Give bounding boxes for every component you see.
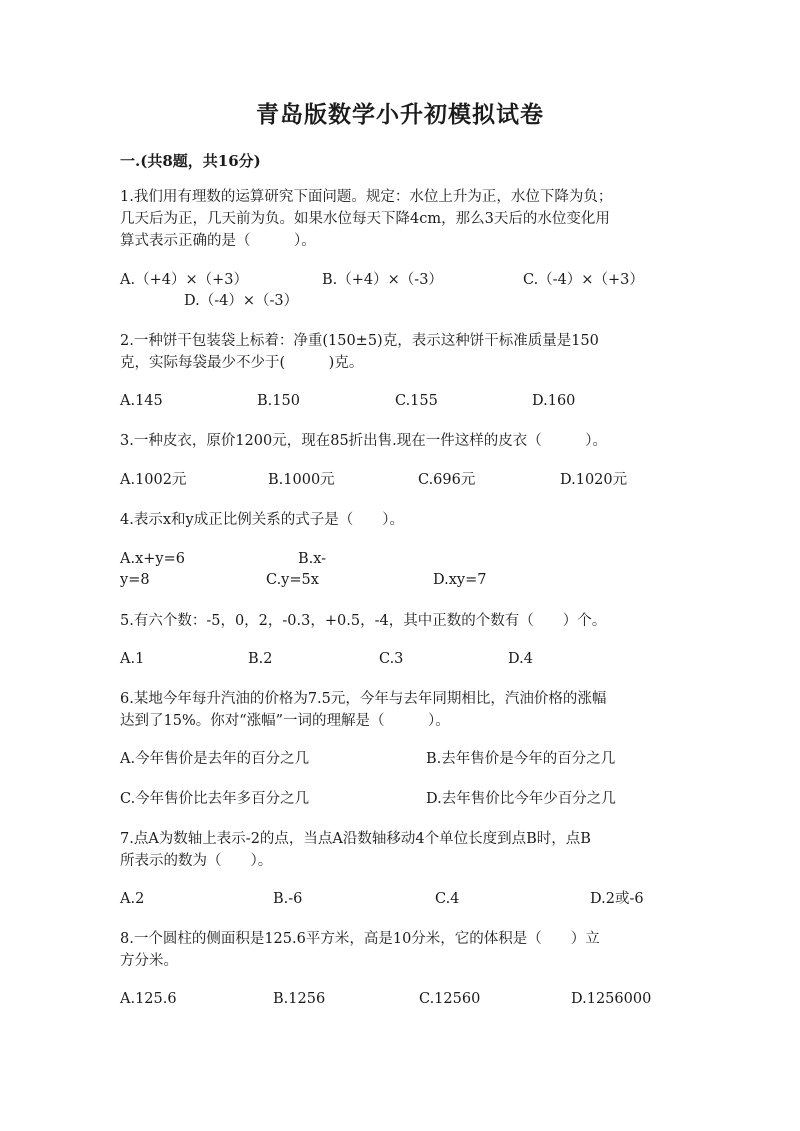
option-4-c[interactable]: C.y=5x [266, 572, 319, 588]
section-header: 一.(共8题，共16分) [120, 152, 261, 170]
option-5-a[interactable]: A.1 [120, 651, 145, 667]
option-4-d[interactable]: D.xy=7 [433, 572, 487, 588]
option-8-c[interactable]: C.12560 [419, 991, 481, 1007]
option-7-b[interactable]: B.-6 [273, 891, 303, 907]
question-4 [120, 509, 680, 531]
question-line: 5.有六个数：-5，0，2，-0.3，+0.5，-4，其中正数的个数有（ ）个。 [120, 613, 607, 629]
option-1-b[interactable]: B.（+4）×（-3） [322, 272, 443, 288]
question-1 [120, 186, 680, 252]
option-5-c[interactable]: C.3 [379, 651, 404, 667]
option-6-b[interactable]: B.去年售价是今年的百分之几 [426, 751, 616, 767]
question-line: 算式表示正确的是（ ）。 [120, 233, 316, 249]
question-line: 方分米。 [120, 953, 178, 969]
option-3-d[interactable]: D.1020元 [560, 472, 628, 488]
question-8 [120, 928, 680, 972]
question-line: 1.我们用有理数的运算研究下面问题。规定：水位上升为正，水位下降为负； [120, 189, 613, 205]
option-3-c[interactable]: C.696元 [418, 472, 476, 488]
option-8-a[interactable]: A.125.6 [120, 991, 177, 1007]
option-6-c[interactable]: C.今年售价比去年多百分之几 [120, 791, 310, 807]
question-7 [120, 828, 680, 872]
question-line: 几天后为正，几天前为负。如果水位每天下降4cm，那么3天后的水位变化用 [120, 211, 610, 227]
question-line: 6.某地今年每升汽油的价格为7.5元，今年与去年同期相比，汽油价格的涨幅 [120, 691, 607, 707]
option-4-b[interactable]: B.x- [298, 551, 327, 567]
option-5-b[interactable]: B.2 [248, 651, 273, 667]
option-1-a[interactable]: A.（+4）×（+3） [120, 272, 248, 288]
question-line: 2.一种饼干包装袋上标着：净重(150±5)克，表示这种饼干标准质量是150 [120, 333, 599, 349]
question-line: 达到了15%。你对“涨幅”一词的理解是（ ）。 [120, 713, 450, 729]
option-3-b[interactable]: B.1000元 [268, 472, 335, 488]
option-4-a[interactable]: A.x+y=6 [120, 551, 185, 567]
question-line: 4.表示x和y成正比例关系的式子是（ ）。 [120, 512, 404, 528]
page-title: 青岛版数学小升初模拟试卷 [256, 101, 544, 128]
question-line: 7.点A为数轴上表示-2的点，当点A沿数轴移动4个单位长度到点B时，点B [120, 831, 591, 847]
option-6-a[interactable]: A.今年售价是去年的百分之几 [120, 751, 310, 767]
option-2-b[interactable]: B.150 [257, 393, 300, 409]
option-8-d[interactable]: D.1256000 [571, 991, 652, 1007]
option-7-a[interactable]: A.2 [120, 891, 145, 907]
option-2-a[interactable]: A.145 [120, 393, 163, 409]
option-3-a[interactable]: A.1002元 [120, 472, 187, 488]
question-line: 3.一种皮衣，原价1200元，现在85折出售.现在一件这样的皮衣（ ）。 [120, 433, 608, 449]
option-1-d[interactable]: D.（-4）×（-3） [184, 293, 299, 309]
option-8-b[interactable]: B.1256 [273, 991, 326, 1007]
question-3 [120, 430, 680, 452]
option-2-c[interactable]: C.155 [395, 393, 438, 409]
option-1-c[interactable]: C.（-4）×（+3） [523, 272, 644, 288]
option-2-d[interactable]: D.160 [532, 393, 576, 409]
question-5 [120, 610, 680, 632]
question-line: 8.一个圆柱的侧面积是125.6平方米，高是10分米，它的体积是（ ）立 [120, 931, 600, 947]
option-7-c[interactable]: C.4 [435, 891, 460, 907]
question-line: 所表示的数为（ ）。 [120, 853, 273, 869]
option-7-d[interactable]: D.2或-6 [590, 891, 644, 907]
question-line: 克，实际每袋最少不少于( )克。 [120, 355, 364, 371]
question-6 [120, 688, 680, 732]
option-6-d[interactable]: D.去年售价比今年少百分之几 [426, 791, 616, 807]
option-4-b-cont[interactable]: y=8 [120, 572, 150, 588]
option-5-d[interactable]: D.4 [508, 651, 533, 667]
question-2 [120, 330, 680, 374]
